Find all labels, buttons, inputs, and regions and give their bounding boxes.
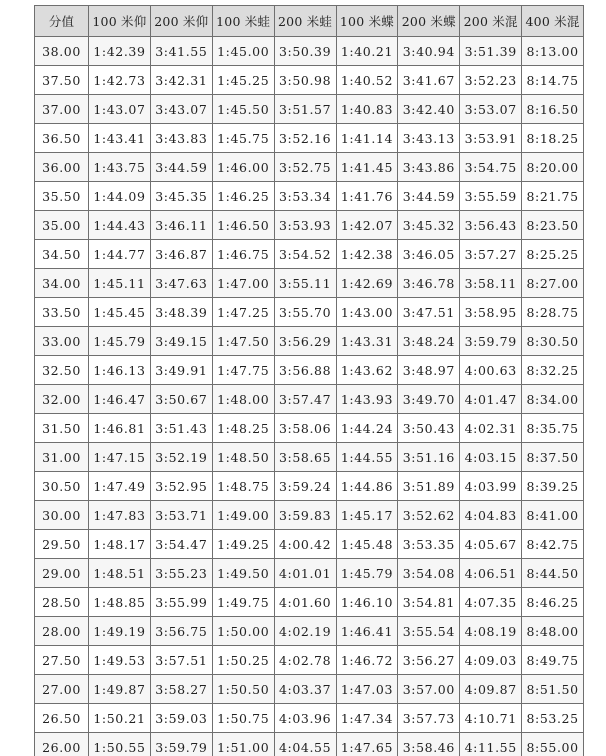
time-cell: 1:48.50	[212, 443, 274, 472]
time-cell: 1:50.21	[89, 704, 151, 733]
time-cell: 3:55.59	[460, 182, 522, 211]
time-cell: 4:00.63	[460, 356, 522, 385]
time-cell: 3:43.13	[398, 124, 460, 153]
time-cell: 8:25.25	[522, 240, 584, 269]
time-cell: 3:52.19	[150, 443, 212, 472]
time-cell: 1:47.83	[89, 501, 151, 530]
time-cell: 8:23.50	[522, 211, 584, 240]
time-cell: 1:47.25	[212, 298, 274, 327]
score-cell: 27.00	[35, 675, 89, 704]
score-cell: 35.50	[35, 182, 89, 211]
table-row	[35, 37, 584, 66]
time-cell: 3:43.86	[398, 153, 460, 182]
time-cell: 8:37.50	[522, 443, 584, 472]
score-cell: 32.00	[35, 385, 89, 414]
score-cell: 33.00	[35, 327, 89, 356]
time-cell: 3:48.24	[398, 327, 460, 356]
time-cell: 3:54.08	[398, 559, 460, 588]
time-cell: 1:45.00	[212, 37, 274, 66]
column-header-score: 分值	[35, 6, 89, 37]
table-row	[35, 211, 584, 240]
time-cell: 3:49.15	[150, 327, 212, 356]
table-row	[35, 153, 584, 182]
time-cell: 3:55.54	[398, 617, 460, 646]
score-cell: 34.50	[35, 240, 89, 269]
time-cell: 1:43.93	[336, 385, 398, 414]
score-cell: 37.00	[35, 95, 89, 124]
table-row	[35, 327, 584, 356]
score-cell: 26.50	[35, 704, 89, 733]
time-cell: 8:21.75	[522, 182, 584, 211]
time-cell: 3:51.43	[150, 414, 212, 443]
score-cell: 37.50	[35, 66, 89, 95]
time-cell: 3:57.73	[398, 704, 460, 733]
score-cell: 34.00	[35, 269, 89, 298]
time-cell: 3:56.88	[274, 356, 336, 385]
time-cell: 3:41.67	[398, 66, 460, 95]
time-cell: 3:46.11	[150, 211, 212, 240]
score-cell: 38.00	[35, 37, 89, 66]
column-header-event: 100 米蝶	[336, 6, 398, 37]
table-row	[35, 240, 584, 269]
time-cell: 1:42.39	[89, 37, 151, 66]
time-cell: 3:54.47	[150, 530, 212, 559]
time-cell: 8:35.75	[522, 414, 584, 443]
time-cell: 1:40.83	[336, 95, 398, 124]
time-cell: 3:56.27	[398, 646, 460, 675]
time-cell: 1:49.87	[89, 675, 151, 704]
time-cell: 4:03.99	[460, 472, 522, 501]
time-cell: 4:02.19	[274, 617, 336, 646]
time-cell: 1:45.45	[89, 298, 151, 327]
time-cell: 3:56.75	[150, 617, 212, 646]
time-cell: 3:59.03	[150, 704, 212, 733]
time-cell: 3:51.16	[398, 443, 460, 472]
time-cell: 1:48.51	[89, 559, 151, 588]
time-cell: 3:56.29	[274, 327, 336, 356]
time-cell: 1:46.47	[89, 385, 151, 414]
table-row	[35, 704, 584, 733]
time-cell: 1:48.25	[212, 414, 274, 443]
column-header-event: 100 米仰	[89, 6, 151, 37]
time-cell: 4:01.47	[460, 385, 522, 414]
time-cell: 3:41.55	[150, 37, 212, 66]
table-row	[35, 269, 584, 298]
time-cell: 1:43.00	[336, 298, 398, 327]
time-cell: 8:55.00	[522, 733, 584, 756]
time-cell: 1:45.17	[336, 501, 398, 530]
time-cell: 4:03.37	[274, 675, 336, 704]
time-cell: 3:51.57	[274, 95, 336, 124]
time-cell: 1:49.25	[212, 530, 274, 559]
time-cell: 3:59.79	[460, 327, 522, 356]
time-cell: 1:47.34	[336, 704, 398, 733]
time-cell: 8:44.50	[522, 559, 584, 588]
time-cell: 3:55.70	[274, 298, 336, 327]
time-cell: 1:51.00	[212, 733, 274, 756]
time-cell: 3:51.39	[460, 37, 522, 66]
time-cell: 4:01.60	[274, 588, 336, 617]
time-cell: 1:44.86	[336, 472, 398, 501]
time-cell: 3:52.75	[274, 153, 336, 182]
time-cell: 3:44.59	[398, 182, 460, 211]
time-cell: 4:08.19	[460, 617, 522, 646]
time-cell: 3:58.65	[274, 443, 336, 472]
score-cell: 29.50	[35, 530, 89, 559]
table-header	[35, 6, 584, 37]
time-cell: 1:47.03	[336, 675, 398, 704]
column-header-event: 100 米蛙	[212, 6, 274, 37]
score-cell: 29.00	[35, 559, 89, 588]
time-cell: 8:16.50	[522, 95, 584, 124]
time-cell: 3:53.93	[274, 211, 336, 240]
time-cell: 1:47.65	[336, 733, 398, 756]
column-header-event: 200 米蝶	[398, 6, 460, 37]
time-cell: 1:43.31	[336, 327, 398, 356]
column-header-event: 200 米混	[460, 6, 522, 37]
score-cell: 26.00	[35, 733, 89, 756]
time-cell: 3:53.07	[460, 95, 522, 124]
score-cell: 27.50	[35, 646, 89, 675]
time-cell: 3:54.81	[398, 588, 460, 617]
time-cell: 3:57.27	[460, 240, 522, 269]
time-cell: 4:01.01	[274, 559, 336, 588]
time-cell: 3:58.46	[398, 733, 460, 756]
time-cell: 3:50.43	[398, 414, 460, 443]
time-cell: 3:55.11	[274, 269, 336, 298]
time-cell: 1:46.41	[336, 617, 398, 646]
time-cell: 3:52.16	[274, 124, 336, 153]
time-cell: 8:49.75	[522, 646, 584, 675]
time-cell: 3:58.95	[460, 298, 522, 327]
time-cell: 1:48.85	[89, 588, 151, 617]
time-cell: 1:50.50	[212, 675, 274, 704]
time-cell: 8:48.00	[522, 617, 584, 646]
time-cell: 3:51.89	[398, 472, 460, 501]
time-cell: 3:53.34	[274, 182, 336, 211]
time-cell: 1:43.41	[89, 124, 151, 153]
time-cell: 3:58.27	[150, 675, 212, 704]
time-cell: 1:48.00	[212, 385, 274, 414]
column-header-event: 200 米蛙	[274, 6, 336, 37]
time-cell: 8:32.25	[522, 356, 584, 385]
time-cell: 4:02.78	[274, 646, 336, 675]
time-cell: 3:53.91	[460, 124, 522, 153]
time-cell: 4:02.31	[460, 414, 522, 443]
time-cell: 3:53.35	[398, 530, 460, 559]
time-cell: 8:42.75	[522, 530, 584, 559]
time-cell: 1:40.52	[336, 66, 398, 95]
time-cell: 3:52.23	[460, 66, 522, 95]
time-cell: 4:03.15	[460, 443, 522, 472]
time-cell: 3:46.87	[150, 240, 212, 269]
score-cell: 32.50	[35, 356, 89, 385]
table-row	[35, 385, 584, 414]
time-cell: 1:40.21	[336, 37, 398, 66]
time-cell: 4:09.87	[460, 675, 522, 704]
time-cell: 3:47.63	[150, 269, 212, 298]
time-cell: 1:50.25	[212, 646, 274, 675]
time-cell: 1:46.00	[212, 153, 274, 182]
time-cell: 8:46.25	[522, 588, 584, 617]
time-cell: 1:46.50	[212, 211, 274, 240]
time-cell: 3:54.52	[274, 240, 336, 269]
header-row	[35, 6, 584, 37]
time-cell: 1:43.07	[89, 95, 151, 124]
table-row	[35, 559, 584, 588]
time-cell: 1:41.45	[336, 153, 398, 182]
table-row	[35, 675, 584, 704]
time-cell: 3:53.71	[150, 501, 212, 530]
swimming-score-table	[34, 5, 584, 756]
time-cell: 1:45.48	[336, 530, 398, 559]
score-cell: 31.00	[35, 443, 89, 472]
table-row	[35, 414, 584, 443]
time-cell: 1:47.49	[89, 472, 151, 501]
time-cell: 3:55.23	[150, 559, 212, 588]
time-cell: 3:47.51	[398, 298, 460, 327]
time-cell: 1:49.75	[212, 588, 274, 617]
time-cell: 8:20.00	[522, 153, 584, 182]
time-cell: 1:46.25	[212, 182, 274, 211]
score-cell: 36.50	[35, 124, 89, 153]
time-cell: 4:10.71	[460, 704, 522, 733]
time-cell: 1:42.07	[336, 211, 398, 240]
time-cell: 3:40.94	[398, 37, 460, 66]
time-cell: 1:50.75	[212, 704, 274, 733]
time-cell: 3:42.40	[398, 95, 460, 124]
time-cell: 3:42.31	[150, 66, 212, 95]
score-cell: 33.50	[35, 298, 89, 327]
time-cell: 4:03.96	[274, 704, 336, 733]
time-cell: 4:05.67	[460, 530, 522, 559]
time-cell: 3:48.39	[150, 298, 212, 327]
time-cell: 1:44.43	[89, 211, 151, 240]
column-header-event: 400 米混	[522, 6, 584, 37]
time-cell: 1:44.77	[89, 240, 151, 269]
time-cell: 1:49.00	[212, 501, 274, 530]
time-cell: 4:11.55	[460, 733, 522, 756]
time-cell: 8:53.25	[522, 704, 584, 733]
table-row	[35, 646, 584, 675]
time-cell: 3:58.11	[460, 269, 522, 298]
time-cell: 4:04.83	[460, 501, 522, 530]
time-cell: 3:43.07	[150, 95, 212, 124]
time-cell: 1:48.17	[89, 530, 151, 559]
time-cell: 1:44.24	[336, 414, 398, 443]
time-cell: 3:57.47	[274, 385, 336, 414]
time-cell: 1:46.75	[212, 240, 274, 269]
score-cell: 30.50	[35, 472, 89, 501]
time-cell: 1:46.72	[336, 646, 398, 675]
time-cell: 3:57.00	[398, 675, 460, 704]
score-cell: 30.00	[35, 501, 89, 530]
table-row	[35, 182, 584, 211]
time-cell: 3:45.35	[150, 182, 212, 211]
time-cell: 1:45.11	[89, 269, 151, 298]
time-cell: 3:46.78	[398, 269, 460, 298]
time-cell: 1:41.76	[336, 182, 398, 211]
time-cell: 1:42.38	[336, 240, 398, 269]
time-cell: 3:52.62	[398, 501, 460, 530]
score-cell: 28.50	[35, 588, 89, 617]
time-cell: 4:00.42	[274, 530, 336, 559]
time-cell: 3:48.97	[398, 356, 460, 385]
time-cell: 1:47.15	[89, 443, 151, 472]
table-row	[35, 530, 584, 559]
table-row	[35, 298, 584, 327]
time-cell: 8:14.75	[522, 66, 584, 95]
time-cell: 1:46.10	[336, 588, 398, 617]
time-cell: 1:43.75	[89, 153, 151, 182]
time-cell: 3:44.59	[150, 153, 212, 182]
time-cell: 3:55.99	[150, 588, 212, 617]
table-row	[35, 443, 584, 472]
time-cell: 3:58.06	[274, 414, 336, 443]
time-cell: 3:54.75	[460, 153, 522, 182]
time-cell: 1:43.62	[336, 356, 398, 385]
time-cell: 3:56.43	[460, 211, 522, 240]
time-cell: 3:50.39	[274, 37, 336, 66]
time-cell: 8:34.00	[522, 385, 584, 414]
time-cell: 1:47.75	[212, 356, 274, 385]
time-cell: 1:49.50	[212, 559, 274, 588]
time-cell: 1:50.00	[212, 617, 274, 646]
time-cell: 1:45.79	[336, 559, 398, 588]
table-row	[35, 472, 584, 501]
time-cell: 1:49.53	[89, 646, 151, 675]
time-cell: 1:45.79	[89, 327, 151, 356]
time-cell: 3:57.51	[150, 646, 212, 675]
time-cell: 3:50.67	[150, 385, 212, 414]
time-cell: 8:27.00	[522, 269, 584, 298]
time-cell: 8:28.75	[522, 298, 584, 327]
time-cell: 8:13.00	[522, 37, 584, 66]
time-cell: 1:47.50	[212, 327, 274, 356]
score-cell: 31.50	[35, 414, 89, 443]
time-cell: 1:45.75	[212, 124, 274, 153]
time-cell: 3:45.32	[398, 211, 460, 240]
score-cell: 36.00	[35, 153, 89, 182]
time-cell: 8:39.25	[522, 472, 584, 501]
time-cell: 3:59.79	[150, 733, 212, 756]
table-row	[35, 66, 584, 95]
table-row	[35, 124, 584, 153]
column-header-event: 200 米仰	[150, 6, 212, 37]
time-cell: 1:50.55	[89, 733, 151, 756]
time-cell: 8:30.50	[522, 327, 584, 356]
time-cell: 1:45.50	[212, 95, 274, 124]
time-cell: 4:06.51	[460, 559, 522, 588]
table-row	[35, 356, 584, 385]
table-row	[35, 617, 584, 646]
time-cell: 3:46.05	[398, 240, 460, 269]
time-cell: 1:45.25	[212, 66, 274, 95]
table-body	[35, 37, 584, 756]
time-cell: 1:49.19	[89, 617, 151, 646]
table-row	[35, 733, 584, 756]
time-cell: 3:49.70	[398, 385, 460, 414]
time-cell: 3:59.24	[274, 472, 336, 501]
time-cell: 3:59.83	[274, 501, 336, 530]
time-cell: 1:42.69	[336, 269, 398, 298]
time-cell: 1:46.81	[89, 414, 151, 443]
time-cell: 1:44.55	[336, 443, 398, 472]
time-cell: 3:50.98	[274, 66, 336, 95]
table-row	[35, 95, 584, 124]
time-cell: 1:42.73	[89, 66, 151, 95]
time-cell: 4:09.03	[460, 646, 522, 675]
time-cell: 4:04.55	[274, 733, 336, 756]
time-cell: 1:44.09	[89, 182, 151, 211]
time-cell: 1:47.00	[212, 269, 274, 298]
time-cell: 1:41.14	[336, 124, 398, 153]
score-cell: 35.00	[35, 211, 89, 240]
time-cell: 1:46.13	[89, 356, 151, 385]
time-cell: 8:51.50	[522, 675, 584, 704]
time-cell: 3:52.95	[150, 472, 212, 501]
time-cell: 4:07.35	[460, 588, 522, 617]
table-row	[35, 501, 584, 530]
time-cell: 1:48.75	[212, 472, 274, 501]
time-cell: 3:43.83	[150, 124, 212, 153]
score-cell: 28.00	[35, 617, 89, 646]
time-cell: 3:49.91	[150, 356, 212, 385]
time-cell: 8:41.00	[522, 501, 584, 530]
time-cell: 8:18.25	[522, 124, 584, 153]
table-row	[35, 588, 584, 617]
